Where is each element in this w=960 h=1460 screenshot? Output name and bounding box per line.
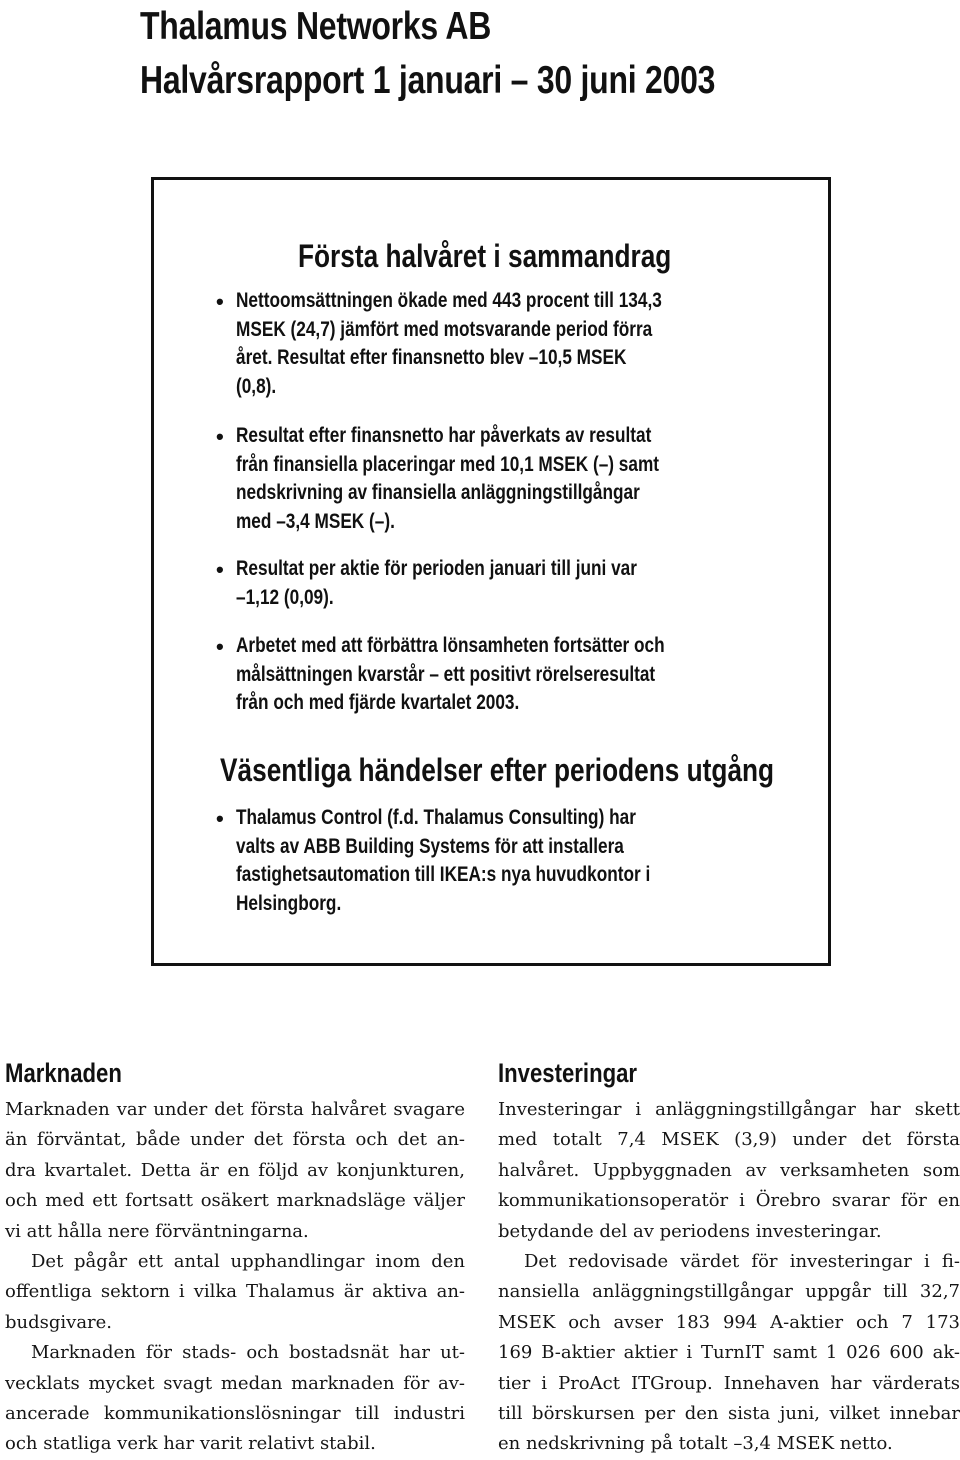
bullet-icon: •: [216, 289, 224, 314]
body-line: budsgivare.: [5, 1311, 113, 1333]
bullet-line: Resultat per aktie för perioden januari till juni var: [236, 557, 637, 580]
bullet-icon: •: [216, 424, 224, 449]
body-line: Marknaden för stads- och bostadsnät har ut-: [31, 1342, 465, 1364]
summary-box: [151, 177, 831, 966]
investeringar-body: [498, 1095, 960, 1460]
body-line: ancerade kommunikationslösningar till industri: [5, 1403, 465, 1425]
bullet-line: valts av ABB Building Systems för att installera: [236, 834, 624, 858]
bullet-line: från och med fjärde kvartalet 2003.: [236, 691, 520, 714]
body-line: nansiella anläggningstillgångar uppgår till 32,7: [498, 1281, 960, 1303]
marknaden-heading: Marknaden: [5, 1058, 122, 1088]
bullet-text: [236, 804, 777, 918]
body-line: halvåret. Uppbyggnaden av verksamheten som: [498, 1159, 960, 1181]
body-line: Det redovisade värdet för investeringar i fi-: [524, 1251, 960, 1273]
body-line: en nedskrivning på totalt –3,4 MSEK netto.: [498, 1433, 893, 1455]
report-title: [140, 0, 940, 108]
marknaden-body: [5, 1095, 465, 1460]
bullet-text: [236, 287, 777, 401]
bullet-line: Resultat efter finansnetto har påverkats av resultat: [236, 424, 652, 447]
body-line: vecklats mycket svagt medan marknaden för av-: [5, 1372, 465, 1394]
body-line: Det pågår ett antal upphandlingar inom den: [31, 1251, 465, 1273]
body-line: kommunikationsoperatör i Örebro svarar för en: [498, 1190, 960, 1212]
bullet-text: [236, 422, 777, 536]
body-line: Marknaden var under det första halvåret svagare: [5, 1099, 465, 1120]
bullet-icon: •: [216, 806, 224, 831]
body-line: Investeringar i anläggningstillgångar har skett: [498, 1099, 960, 1120]
body-line: betydande del av periodens investeringar.: [498, 1220, 882, 1242]
bullet-icon: •: [216, 634, 224, 659]
bullet-text: [236, 555, 777, 612]
body-line: med totalt 7,4 MSEK (3,9) under det första: [498, 1129, 960, 1151]
bullet-line: nedskrivning av finansiella anläggningstillgångar: [236, 481, 640, 504]
bullet-line: Thalamus Control (f.d. Thalamus Consulting) har: [236, 806, 636, 829]
body-line: dra kvartalet. Detta är en följd av konjunkturen,: [5, 1159, 465, 1181]
bullet-line: Nettoomsättningen ökade med 443 procent till 134,3: [236, 289, 662, 312]
events-heading: Väsentliga händelser efter periodens utgång: [220, 752, 775, 788]
bullet-line: från finansiella placeringar med 10,1 MSEK (–) samt: [236, 452, 659, 476]
body-line: MSEK och avser 183 994 A-aktier och 7 173: [498, 1311, 960, 1333]
summary-heading: Första halvåret i sammandrag: [298, 238, 672, 274]
bullet-line: –1,12 (0,09).: [236, 585, 334, 609]
bullet-line: (0,8).: [236, 374, 277, 398]
bullet-line: Helsingborg.: [236, 891, 342, 915]
body-line: och statliga verk har varit relativt stabil.: [5, 1433, 376, 1455]
body-line: offentliga sektorn i vilka Thalamus är aktiva an-: [5, 1281, 465, 1303]
body-line: 169 B-aktier aktier i TurnIT samt 1 026 600 ak-: [498, 1342, 960, 1364]
body-line: vi att hålla nere förväntningarna.: [5, 1220, 309, 1242]
bullet-line: med –3,4 MSEK (–).: [236, 509, 395, 533]
bullet-line: året. Resultat efter finansnetto blev –10,5 MSEK: [236, 346, 627, 369]
company-name: Thalamus Networks AB: [140, 5, 492, 48]
bullet-line: MSEK (24,7) jämfört med motsvarande period förra: [236, 317, 653, 341]
report-period-title: Halvårsrapport 1 januari – 30 juni 2003: [140, 59, 716, 102]
bullet-icon: •: [216, 557, 224, 582]
investeringar-heading: Investeringar: [498, 1058, 638, 1088]
body-line: och med ett fortsatt osäkert marknadsläge väljer: [5, 1190, 465, 1212]
body-line: tier i ProAct ITGroup. Innehaven har värderats: [498, 1372, 960, 1394]
body-line: till börskursen per den sista juni, vilket innebar: [498, 1403, 960, 1425]
body-line: än förväntat, både under det första och det an-: [5, 1129, 465, 1151]
bullet-line: målsättningen kvarstår – ett positivt rörelseresultat: [236, 662, 656, 686]
bullet-line: Arbetet med att förbättra lönsamheten fortsätter och: [236, 634, 665, 657]
bullet-text: [236, 632, 777, 718]
bullet-line: fastighetsautomation till IKEA:s nya huvudkontor i: [236, 863, 651, 886]
